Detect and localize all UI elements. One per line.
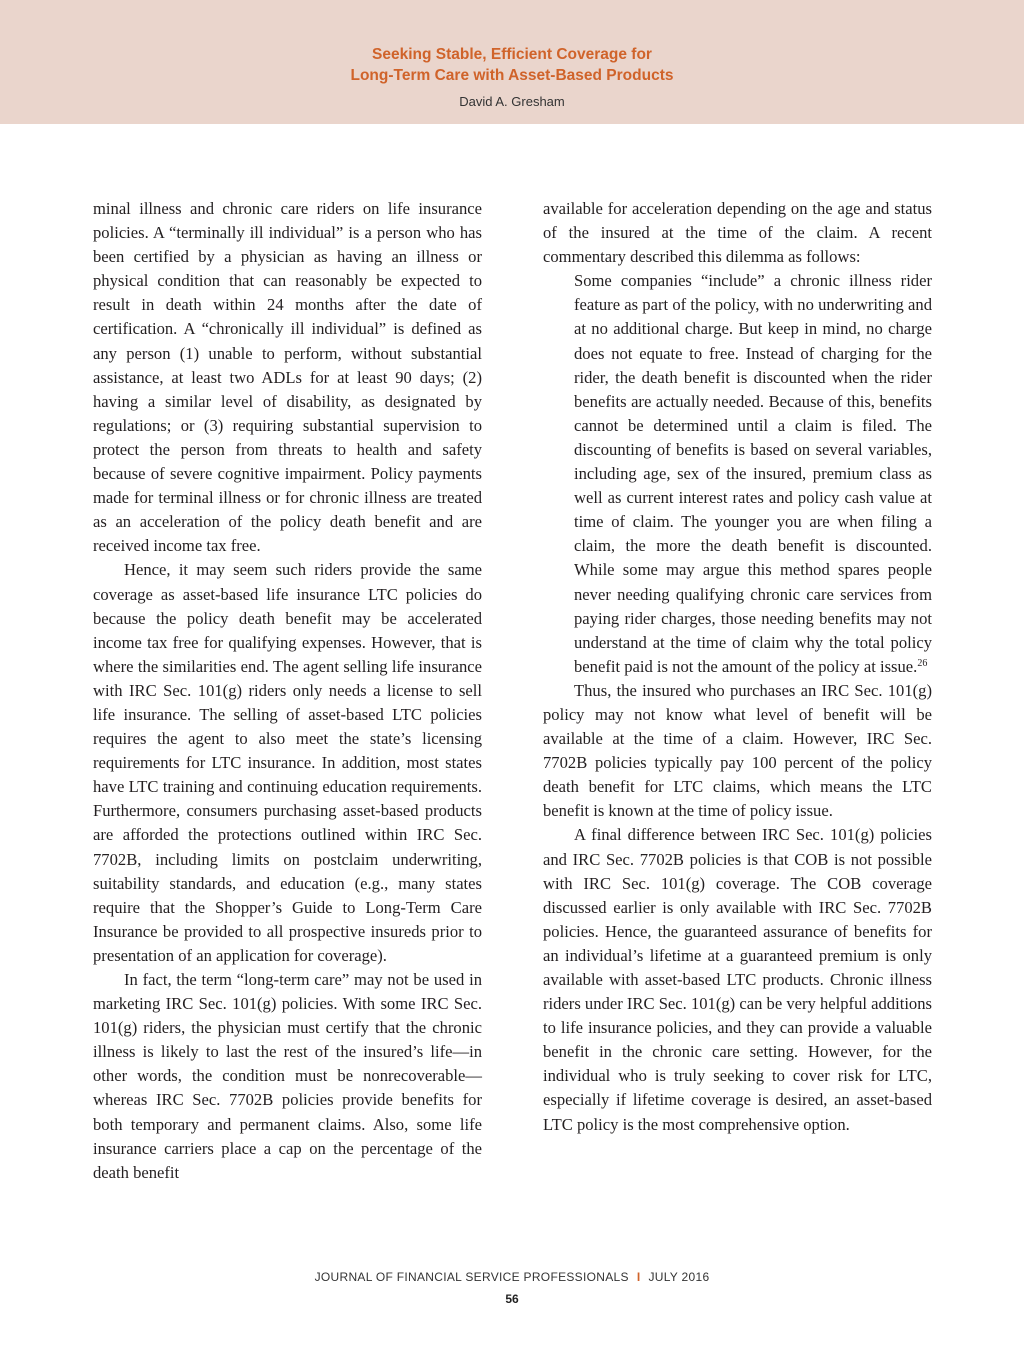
article-title-line-2: Long-Term Care with Asset-Based Products bbox=[350, 67, 674, 84]
article-title-line-1: Seeking Stable, Efficient Coverage for bbox=[372, 46, 652, 63]
running-footer bbox=[0, 1270, 1024, 1284]
left-paragraph-2: Hence, it may seem such riders provide the same coverage as asset-based life insurance LTC policies do because the policy death benefit may be accelerated income tax free for qualifying expenses. However, that is where the similarities end. The agent selling life insurance with IRC Sec. 101(g) riders only needs a license to sell life insurance. The selling of asset-based LTC policies requires the agent to also meet the state’s licensing requirements for LTC insurance. In addition, most states have LTC training and continuing education requirements. Furthermore, consumers purchasing asset-based products are afforded the protections outlined within IRC Sec. 7702B, including limits on postclaim underwriting, suitability standards, and education (e.g., many states require that the Shopper’s Guide to Long-Term Care Insurance be provided to all prospective insureds prior to presentation of an application for coverage). bbox=[93, 560, 482, 965]
left-paragraph-1: minal illness and chronic care riders on life insurance policies. A “terminally ill individual” is a person who has been certified by a physician as having an illness or physical condition that can reasonably be expected to result in death within 24 months after the date of certification. A “chronically ill individual” is defined as any person (1) unable to perform, without substantial assistance, at least two ADLs for at least 90 days; (2) having a similar level of disability, as designated by regulations; or (3) requiring substantial supervision to protect the person from threats to health and safety because of severe cognitive impairment. Policy payments made for terminal illness or for chronic illness are treated as an acceleration of the policy death benefit and are received income tax free. bbox=[93, 199, 482, 556]
footnote-marker[interactable]: 26 bbox=[917, 657, 928, 669]
article-title bbox=[0, 44, 1024, 86]
page-number: 56 bbox=[505, 1292, 519, 1306]
footer-separator: I bbox=[636, 1270, 641, 1284]
block-quote-text: Some companies “include” a chronic illness rider feature as part of the policy, with no underwriting and at no additional charge. But keep in mind, no charge does not equate to free. Instead of charging for the rider, the death benefit is discounted when the rider benefits are actually needed. Because of this, benefits cannot be determined until a claim is filed. The discounting of benefits is based on several variables, including age, sex of the insured, premium class as well as current interest rates and policy cash value at time of claim. The younger you are when filing a claim, the more the death benefit is discounted. While some may argue this method spares people never needing qualifying chronic care services from paying rider charges, those needing benefits may not understand at the time of claim why the total policy benefit paid is not the amount of the policy at issue. bbox=[574, 271, 932, 676]
block-quote bbox=[574, 269, 932, 679]
left-paragraph-3: In fact, the term “long-term care” may not be used in marketing IRC Sec. 101(g) policies. With some IRC Sec. 101(g) riders, the physician must certify that the chronic illness is likely to last the rest of the insured’s life—in other words, the condition must be nonrecoverable—whereas IRC Sec. 7702B policies provide benefits for both temporary and permanent claims. Also, some life insurance carriers place a cap on the percentage of the death benefit bbox=[93, 970, 482, 1182]
right-paragraph-3: A final difference between IRC Sec. 101(g) policies and IRC Sec. 7702B policies is that COB is not possible with IRC Sec. 101(g) coverage. The COB coverage discussed earlier is only available with IRC Sec. 7702B policies. Hence, the guaranteed assurance of benefits for an individual’s lifetime at a guaranteed premium is only available with asset-based LTC products. Chronic illness riders under IRC Sec. 101(g) can be very helpful additions to life insurance policies, and they can provide a valuable benefit in the chronic care setting. However, for the individual who is truly seeking to cover risk for LTC, especially if lifetime coverage is desired, an asset-based LTC policy is the most comprehensive option. bbox=[543, 825, 932, 1134]
left-column bbox=[93, 197, 482, 1185]
right-column bbox=[543, 197, 932, 1137]
article-author: David A. Gresham bbox=[459, 94, 565, 109]
right-paragraph-1: available for acceleration depending on the age and status of the insured at the time of the claim. A recent commentary described this dilemma as follows: bbox=[543, 199, 932, 267]
issue-date: JULY 2016 bbox=[648, 1270, 710, 1284]
right-paragraph-2: Thus, the insured who purchases an IRC Sec. 101(g) policy may not know what level of benefit will be available at the time of a claim. However, IRC Sec. 7702B policies typically pay 100 percent of the policy death benefit for LTC claims, which means the LTC benefit is known at the time of policy issue. bbox=[543, 680, 932, 821]
journal-name: JOURNAL OF FINANCIAL SERVICE PROFESSIONALS bbox=[314, 1270, 629, 1284]
